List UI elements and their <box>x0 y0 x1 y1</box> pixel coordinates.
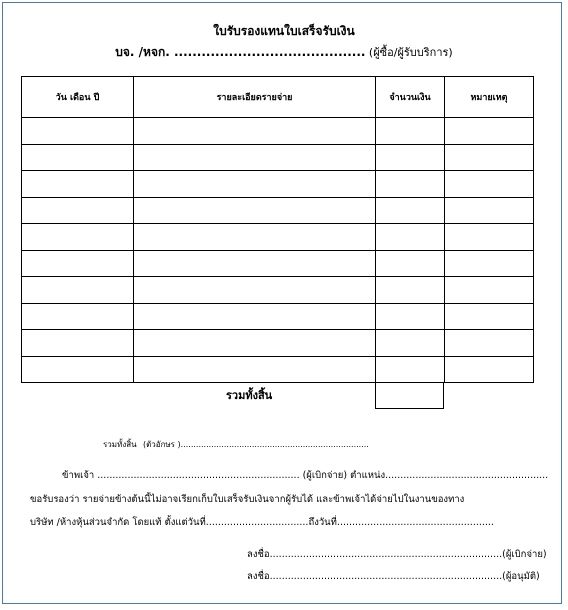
total-label: รวมทั้งสิ้น <box>226 389 273 402</box>
description-cell[interactable] <box>134 224 376 251</box>
date-cell[interactable] <box>22 356 134 383</box>
header-amount: จำนวนเงิน <box>376 77 445 118</box>
amount-cell[interactable] <box>376 197 445 224</box>
description-cell[interactable] <box>134 118 376 145</box>
remarks-cell[interactable] <box>445 303 534 330</box>
amount-cell[interactable] <box>376 356 445 383</box>
table-header-row <box>22 77 534 118</box>
amount-cell[interactable] <box>376 144 445 171</box>
date-cell[interactable] <box>22 144 134 171</box>
amount-cell[interactable] <box>376 224 445 251</box>
date-cell[interactable] <box>22 330 134 357</box>
table-row <box>22 197 534 224</box>
description-cell[interactable] <box>134 303 376 330</box>
buyer-note: (ผู้ซื้อ/ผู้รับบริการ) <box>365 46 453 59</box>
description-cell[interactable] <box>134 144 376 171</box>
remarks-cell[interactable] <box>445 171 534 198</box>
amount-cell[interactable] <box>376 277 445 304</box>
amount-cell[interactable] <box>376 303 445 330</box>
table-row <box>22 303 534 330</box>
date-cell[interactable] <box>22 250 134 277</box>
certification-line-2[interactable]: บริษัท /ห้างหุ้นส่วนจำกัด โดยแท้ ตั้งแต่วันที่..................................ถึงวันที่.................................................... <box>30 517 494 528</box>
date-cell[interactable] <box>22 224 134 251</box>
certification-line-1: ขอรับรองว่า รายจ่ายข้างต้นนี้ไม่อาจเรียกเก็บใบเสร็จรับเงินจากผู้รับได้ และข้าพเจ้าได้จ่ายไปในงานของทาง <box>30 494 465 505</box>
date-cell[interactable] <box>22 171 134 198</box>
amount-cell[interactable] <box>376 250 445 277</box>
table-row <box>22 224 534 251</box>
table-row <box>22 277 534 304</box>
total-words-field[interactable]: (ตัวอักษร ).......................................................................... <box>142 440 369 449</box>
table-row <box>22 171 534 198</box>
header-remarks: หมายเหตุ <box>445 77 534 118</box>
amount-cell[interactable] <box>376 118 445 145</box>
description-cell[interactable] <box>134 356 376 383</box>
description-cell[interactable] <box>134 171 376 198</box>
signature-payer[interactable]: ลงชื่อ.............................................................................(ผู้เบิกจ่าย) <box>247 549 547 560</box>
amount-cell[interactable] <box>376 330 445 357</box>
table-row <box>22 356 534 383</box>
remarks-cell[interactable] <box>445 144 534 171</box>
table-row <box>22 250 534 277</box>
description-cell[interactable] <box>134 250 376 277</box>
header-description: รายละเอียดรายจ่าย <box>134 77 376 118</box>
description-cell[interactable] <box>134 197 376 224</box>
table-row <box>22 118 534 145</box>
company-field-line: บจ. /หจก. .......................................... <box>115 45 366 59</box>
document-title: ใบรับรองแทนใบเสร็จรับเงิน <box>213 24 355 38</box>
table-body <box>22 118 534 383</box>
remarks-cell[interactable] <box>445 277 534 304</box>
table-row <box>22 144 534 171</box>
remarks-cell[interactable] <box>445 356 534 383</box>
signature-approver[interactable]: ลงชื่อ.............................................................................(ผู้อนุมัติ) <box>247 571 540 582</box>
remarks-cell[interactable] <box>445 224 534 251</box>
remarks-cell[interactable] <box>445 118 534 145</box>
table-row <box>22 330 534 357</box>
header-date: วัน เดือน ปี <box>22 77 134 118</box>
date-cell[interactable] <box>22 303 134 330</box>
remarks-cell[interactable] <box>445 330 534 357</box>
payer-line[interactable]: ข้าพเจ้า ................................................................... (ผู้เบิกจ่าย) ตำแหน่ง...................................................... <box>62 470 549 481</box>
date-cell[interactable] <box>22 118 134 145</box>
remarks-cell[interactable] <box>445 197 534 224</box>
expense-table <box>21 76 534 383</box>
date-cell[interactable] <box>22 277 134 304</box>
total-amount-cell[interactable] <box>375 382 444 409</box>
remarks-cell[interactable] <box>445 250 534 277</box>
description-cell[interactable] <box>134 277 376 304</box>
document-subtitle <box>0 43 568 62</box>
description-cell[interactable] <box>134 330 376 357</box>
total-in-words <box>103 438 369 451</box>
total-words-label: รวมทั้งสิ้น <box>103 440 137 449</box>
date-cell[interactable] <box>22 197 134 224</box>
amount-cell[interactable] <box>376 171 445 198</box>
